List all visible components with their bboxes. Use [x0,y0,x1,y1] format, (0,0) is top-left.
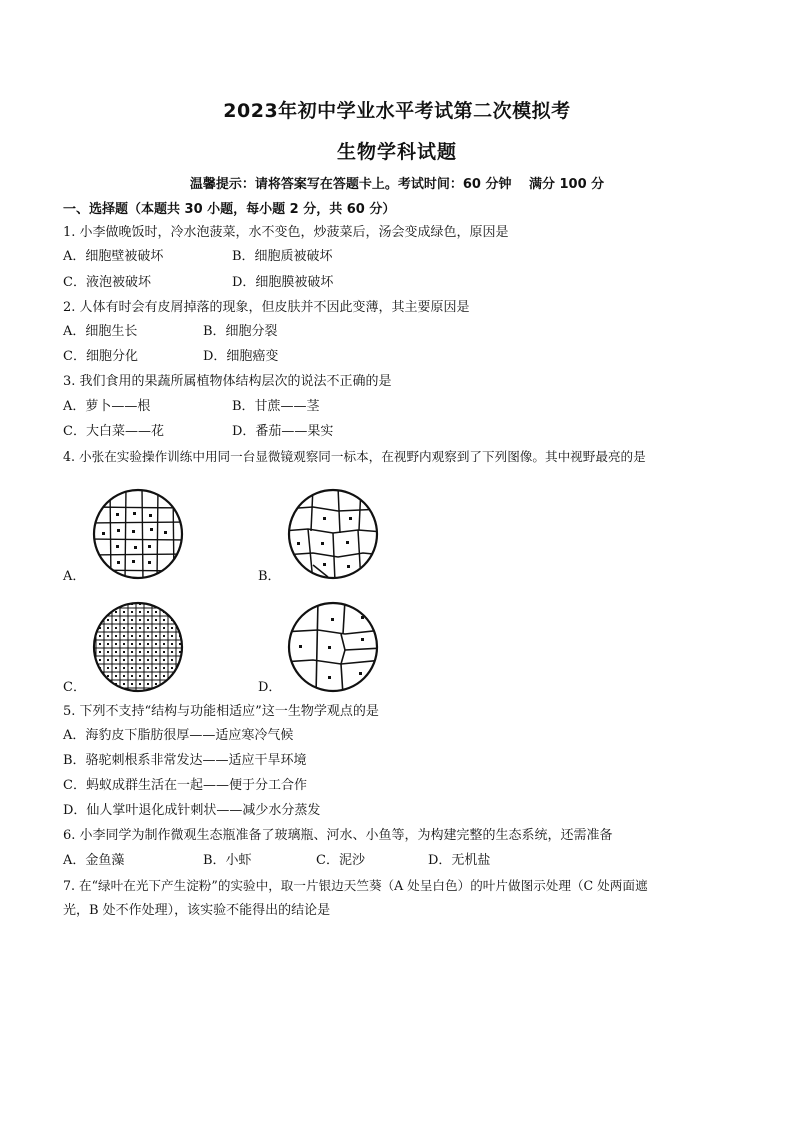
question-1-option-d: D．细胞膜被破坏 [232,275,334,290]
question-3-option-c: C．大白菜——花 [63,424,164,439]
question-1-stem: 1. 小李做晚饭时，冷水泡菠菜，水不变色，炒菠菜后，汤会变成绿色，原因是 [63,225,509,240]
question-5-stem: 5. 下列不支持“结构与功能相适应”这一生物学观点的是 [63,704,379,719]
question-2-option-b: B．细胞分裂 [203,324,278,339]
question-6-option-c: C．泥沙 [316,853,365,868]
microscope-view-b [283,487,383,582]
exam-title: 2023年初中学业水平考试第二次模拟考 [223,100,571,122]
question-3-option-b: B．甘蔗——茎 [232,399,320,414]
question-1-option-b: B．细胞质被破坏 [232,249,333,264]
question-3-option-d: D．番茄——果实 [232,424,334,439]
question-6-option-b: B．小虾 [203,853,252,868]
question-2-option-c: C．细胞分化 [63,349,138,364]
question-4-stem: 4. 小张在实验操作训练中用同一台显微镜观察同一标本，在视野内观察到了下列图像。其中视野最亮的是 [63,449,646,464]
exam-tip: 温馨提示：请将答案写在答题卡上。考试时间：60 分钟 满分 100 分 [189,177,605,192]
question-1-option-c: C．液泡被破坏 [63,275,151,290]
question-1-option-a: A．细胞壁被破坏 [63,249,164,264]
subject-title: 生物学科试题 [336,141,457,163]
figure-label-d: D． [258,680,282,695]
question-3-stem: 3. 我们食用的果蔬所属植物体结构层次的说法不正确的是 [63,374,392,389]
figure-label-c: C． [63,680,86,695]
question-2-stem: 2. 人体有时会有皮屑掉落的现象，但皮肤并不因此变薄，其主要原因是 [63,300,470,315]
section-heading: 一、选择题（本题共 30 小题，每小题 2 分，共 60 分） [63,202,396,217]
question-7-stem-continued: 光，B 处不作处理），该实验不能得出的结论是 [63,903,331,918]
question-6-option-d: D．无机盐 [428,853,491,868]
question-3-option-a: A．萝卜——根 [63,399,151,414]
question-6-stem: 6. 小李同学为制作微观生态瓶准备了玻璃瓶、河水、小鱼等，为构建完整的生态系统，还需准备 [63,828,613,843]
figure-label-b: B． [258,569,281,584]
question-7-stem: 7. 在“绿叶在光下产生淀粉”的实验中，取一片银边天竺葵（A 处呈白色）的叶片做图示处理（C 处两面遮 [63,878,648,893]
figure-label-a: A． [63,569,86,584]
question-5-option-a: A．海豹皮下脂肪很厚——适应寒冷气候 [63,728,294,743]
microscope-view-c [88,600,188,695]
question-2-option-a: A．细胞生长 [63,324,138,339]
question-2-option-d: D．细胞癌变 [203,349,279,364]
microscope-view-d [283,600,383,695]
question-5-option-d: D．仙人掌叶退化成针刺状——减少水分蒸发 [63,803,321,818]
question-5-option-b: B．骆驼刺根系非常发达——适应干旱环境 [63,753,307,768]
question-5-option-c: C．蚂蚁成群生活在一起——便于分工合作 [63,778,307,793]
microscope-view-a [88,487,188,582]
question-6-option-a: A．金鱼藻 [63,853,125,868]
